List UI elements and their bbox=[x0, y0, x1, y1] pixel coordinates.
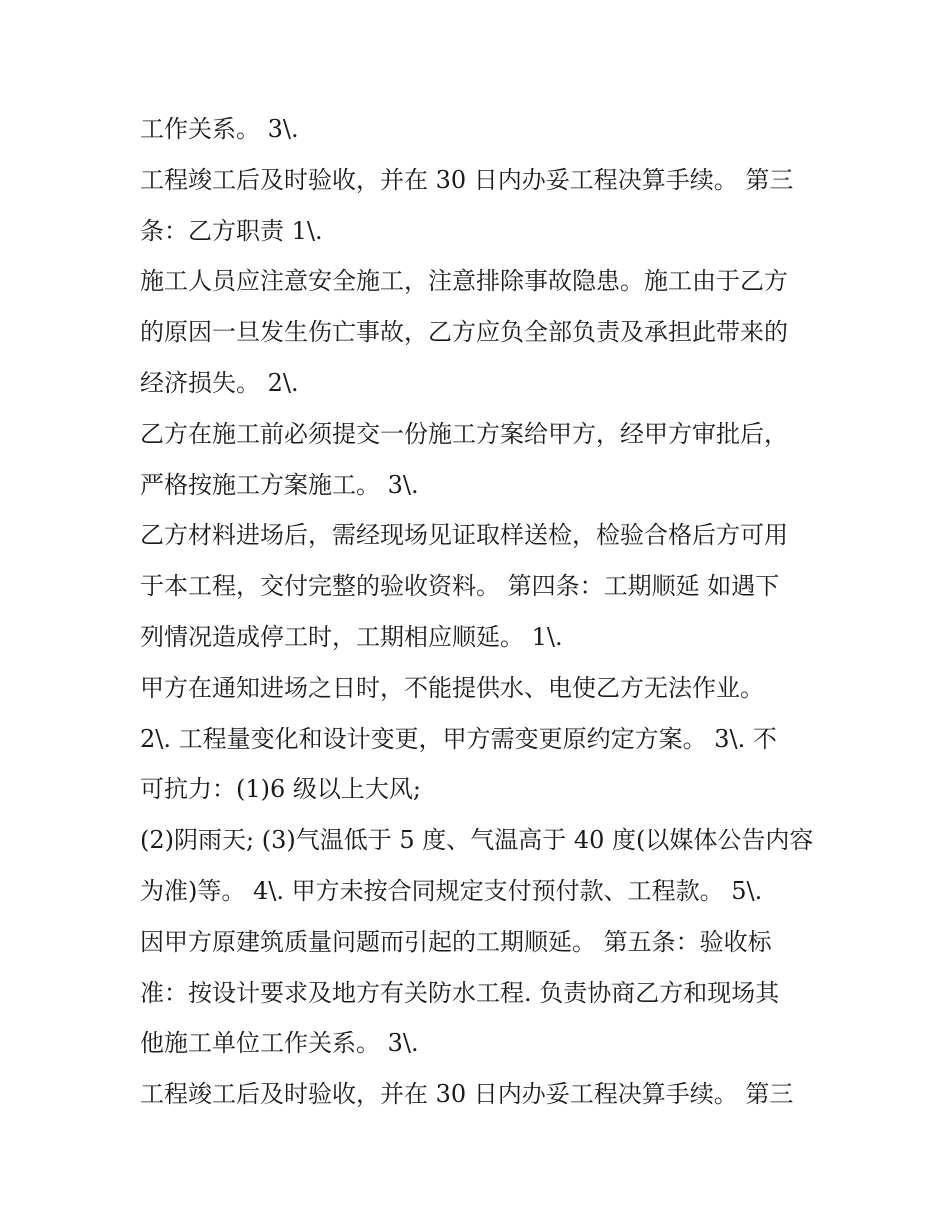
text-line: 经济损失。 2\. bbox=[140, 368, 299, 397]
text-line: 于本工程，交付完整的验收资料。 第四条：工期顺延 如遇下 bbox=[140, 572, 780, 601]
text-line: 乙方材料进场后，需经现场见证取样送检，检验合格后方可用 bbox=[140, 521, 788, 550]
text-line: 可抗力：(1)6 级以上大风; bbox=[140, 775, 421, 804]
text-line: 列情况造成停工时，工期相应顺延。 1\. bbox=[140, 622, 563, 651]
text-line: 条：乙方职责 1\. bbox=[140, 216, 323, 245]
text-line: 工作关系。 3\. bbox=[140, 115, 299, 143]
text-line: 乙方在施工前必须提交一份施工方案给甲方，经甲方审批后， bbox=[140, 419, 788, 448]
text-line: 为准)等。 4\. 甲方未按合同规定支付预付款、工程款。 5\. bbox=[140, 876, 763, 905]
text-line: 准：按设计要求及地方有关防水工程. 负责协商乙方和现场其 bbox=[140, 978, 780, 1007]
text-line: 工程竣工后及时验收，并在 30 日内办妥工程决算手续。 第三 bbox=[140, 1080, 794, 1109]
text-line: 他施工单位工作关系。 3\. bbox=[140, 1029, 419, 1058]
text-line: 因甲方原建筑质量问题而引起的工期顺延。 第五条：验收标 bbox=[140, 927, 772, 956]
text-line: 施工人员应注意安全施工，注意排除事故隐患。施工由于乙方 bbox=[140, 267, 788, 296]
text-line: 的原因一旦发生伤亡事故，乙方应负全部负责及承担此带来的 bbox=[140, 318, 788, 347]
text-line: 严格按施工方案施工。 3\. bbox=[140, 470, 419, 499]
text-line: (2)阴雨天; (3)气温低于 5 度、气温高于 40 度(以媒体公告内容 bbox=[140, 826, 814, 855]
text-line: 甲方在通知进场之日时，不能提供水、电使乙方无法作业。 bbox=[140, 673, 764, 702]
document-body bbox=[140, 104, 820, 1120]
text-line: 工程竣工后及时验收，并在 30 日内办妥工程决算手续。 第三 bbox=[140, 165, 794, 194]
text-line: 2\. 工程量变化和设计变更，甲方需变更原约定方案。 3\. 不 bbox=[140, 724, 777, 753]
